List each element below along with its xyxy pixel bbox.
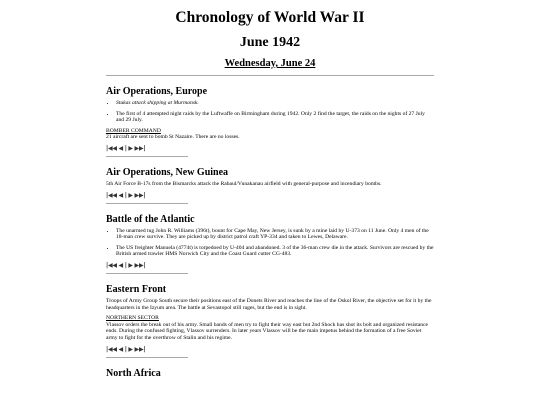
subsection-heading: NORTHERN SECTOR xyxy=(106,315,159,322)
section-air-operations-new-guinea xyxy=(106,167,434,204)
section-heading: Battle of the Atlantic xyxy=(106,213,195,225)
event-list xyxy=(106,228,434,258)
last-day-link[interactable]: ▶▶| xyxy=(134,144,146,152)
last-day-link[interactable]: ▶▶| xyxy=(134,345,146,353)
next-day-link[interactable]: ▶ xyxy=(128,261,133,269)
first-day-link[interactable]: |◀◀ xyxy=(106,191,117,199)
first-day-link[interactable]: |◀◀ xyxy=(106,345,117,353)
event-item: • The US freighter Manuela (4774t) is torpedoed by U-404 and abandoned. 3 of the 36-man crew die in the attack. Survivors are rescued by the British armed trawler HMS Norwich City and the Coast Guard cutter CG-483. xyxy=(116,245,434,258)
navigation-arrows xyxy=(106,145,434,153)
nav-separator: | xyxy=(124,345,127,353)
section-heading: Air Operations, New Guinea xyxy=(106,166,229,178)
nav-separator: | xyxy=(124,144,127,152)
subsection-heading: BOMBER COMMAND xyxy=(106,127,161,134)
next-day-link[interactable]: ▶ xyxy=(128,345,133,353)
page-subtitle-month: June 1942 xyxy=(239,35,301,50)
section-divider xyxy=(106,357,188,358)
event-item: • The unarmed tug John R. Williams (396t), bount for Cape May, New Jersey, is sunk by a mine laid by U-373 on 11 June. Only 4 men of the 18-man crew survive. They are picked up by district patrol craft YP-334 and taken to Lewes, Delaware. xyxy=(116,228,434,241)
prev-day-link[interactable]: ◀ xyxy=(118,191,123,199)
section-battle-of-the-atlantic xyxy=(106,214,434,274)
section-heading: North Africa xyxy=(106,367,161,379)
event-list xyxy=(106,100,434,124)
section-text: 5th Air Force B-17s from the Bismarcks attack the Rabaul/Vunakanau airfield with general-purpose and incendiary bombs. xyxy=(106,180,382,187)
event-item: • Stukas attack shipping at Murmansk. xyxy=(116,100,434,107)
prev-day-link[interactable]: ◀ xyxy=(118,144,123,152)
navigation-arrows xyxy=(106,192,434,200)
nav-separator: | xyxy=(124,191,127,199)
section-eastern-front xyxy=(106,284,434,358)
section-divider xyxy=(106,156,188,157)
section-divider xyxy=(106,203,188,204)
first-day-link[interactable]: |◀◀ xyxy=(106,144,117,152)
next-day-link[interactable]: ▶ xyxy=(128,144,133,152)
prev-day-link[interactable]: ◀ xyxy=(118,345,123,353)
header-divider xyxy=(106,75,434,76)
section-heading: Air Operations, Europe xyxy=(106,86,208,97)
last-day-link[interactable]: ▶▶| xyxy=(134,191,146,199)
section-air-operations-europe xyxy=(106,86,434,157)
section-divider xyxy=(106,273,188,274)
section-heading: Eastern Front xyxy=(106,283,167,295)
subsection-text: Vlassov orders the break out of his army. Small bands of men try to fight their way east but 2nd Shock has shot its bolt and organized resistance ends. During the confused fighting, Vlassov surrenders. In later years Vlassov will be the main impetus behind the formation of a free Soviet army to fight for the overthrow of Stalin and his regime. xyxy=(106,321,429,341)
navigation-arrows xyxy=(106,346,434,354)
nav-separator: | xyxy=(124,261,127,269)
page-title: Chronology of World War II xyxy=(175,9,365,26)
section-north-africa xyxy=(106,368,434,380)
subsection-text: 21 aircraft are sent to bomb St Nazaire. There are no losses. xyxy=(106,134,240,141)
prev-day-link[interactable]: ◀ xyxy=(118,261,123,269)
section-text: Troops of Army Group South secure their positions east of the Donets River and reaches the line of the Oskol River, the objective set for it by the headquarters in the Izyum area. The battle at Sevastopol still rages, but the end is in sight. xyxy=(106,297,432,311)
event-item: • The first of 4 attempted night raids by the Luftwaffe on Birmingham during 1942. Only 2 find the target, the raids on the nights of 27 July and 29 July. xyxy=(116,111,434,124)
chronology-content xyxy=(106,86,434,382)
navigation-arrows xyxy=(106,262,434,270)
first-day-link[interactable]: |◀◀ xyxy=(106,261,117,269)
last-day-link[interactable]: ▶▶| xyxy=(134,261,146,269)
next-day-link[interactable]: ▶ xyxy=(128,191,133,199)
date-heading: Wednesday, June 24 xyxy=(224,58,316,69)
